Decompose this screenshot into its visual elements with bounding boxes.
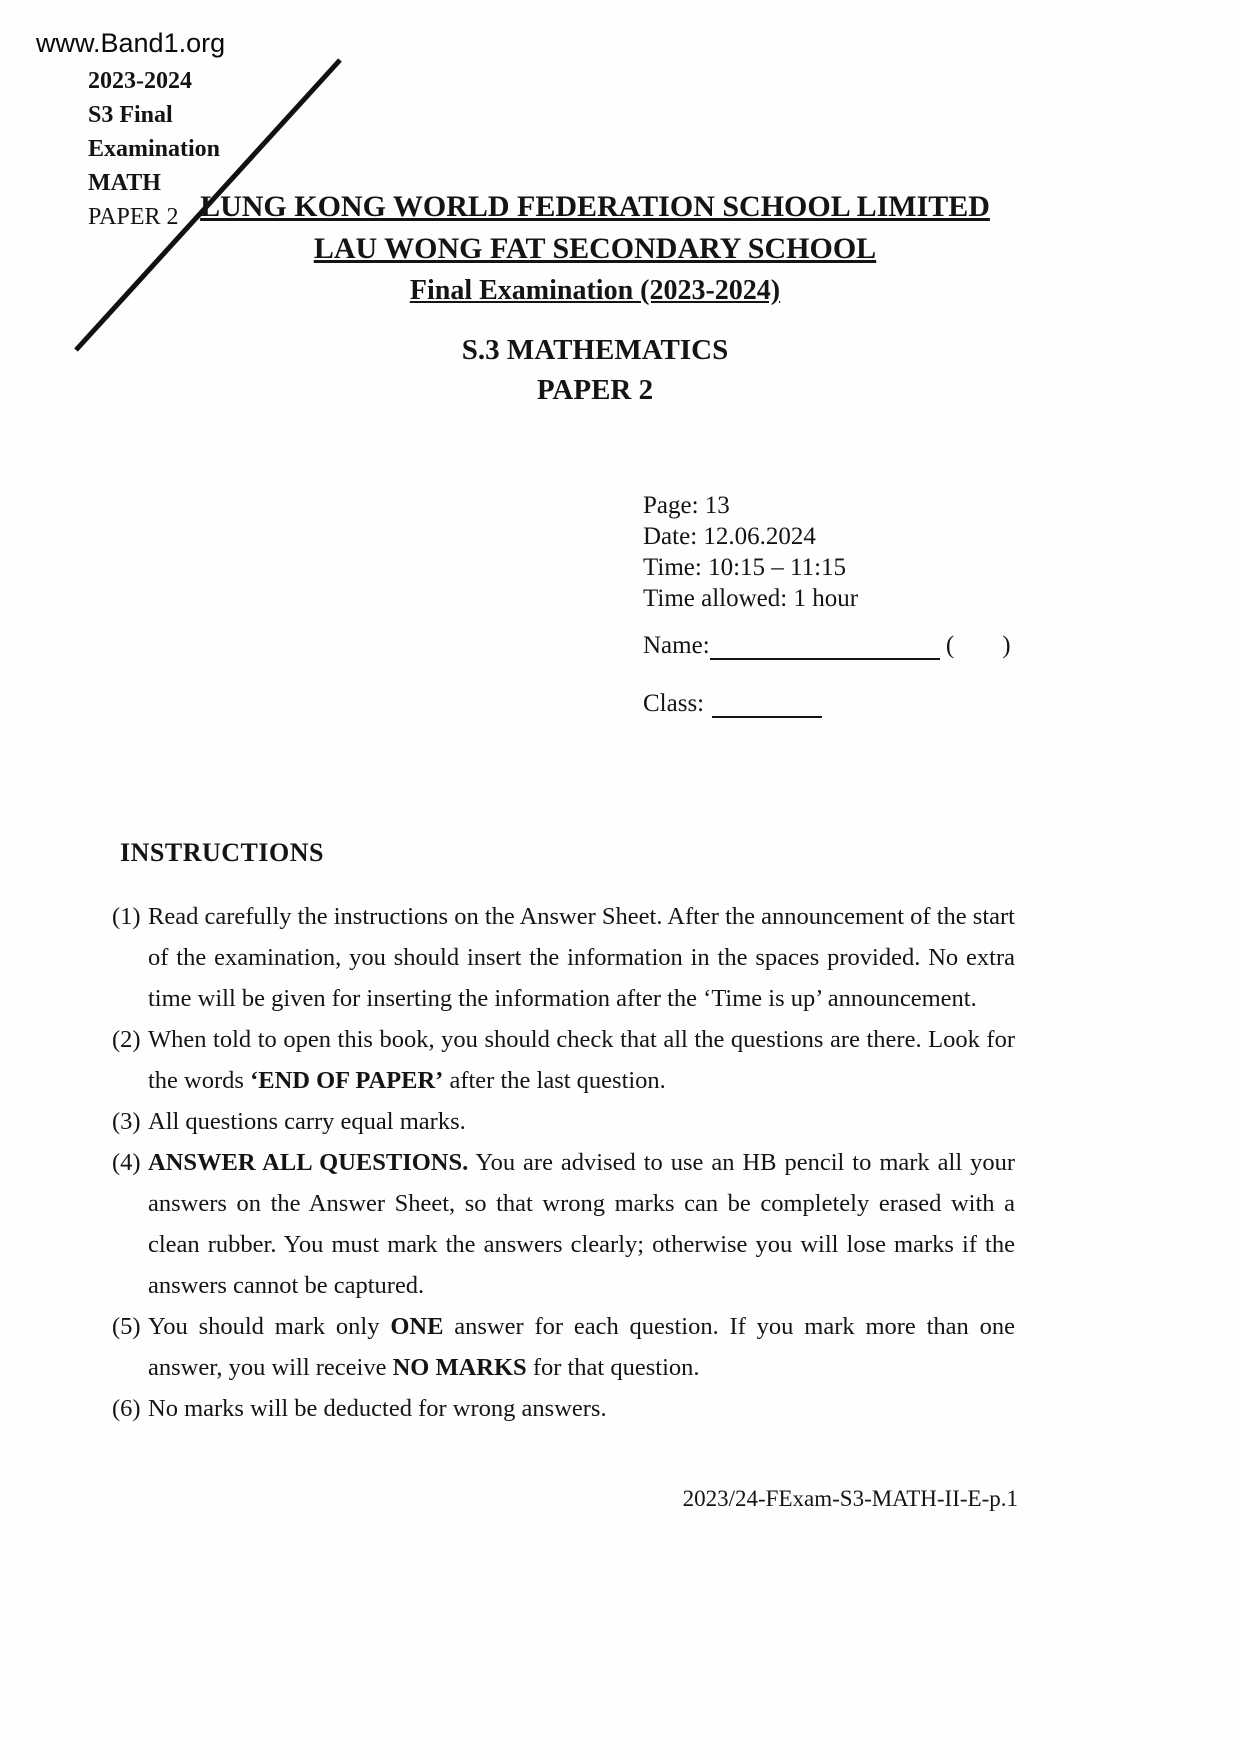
instruction-item-5 <box>112 1306 1015 1388</box>
name-label: Name: <box>643 632 710 659</box>
instruction-item-1 <box>112 896 1015 1019</box>
instruction-item-3 <box>112 1101 1015 1142</box>
instruction-number: (5) <box>112 1313 141 1340</box>
time-allowed: Time allowed: 1 hour <box>643 585 859 612</box>
instruction-number: (6) <box>112 1395 141 1422</box>
instruction-text: Read carefully the instructions on the Answer Sheet. After the announcement of the start of the examination, you should insert the information in the spaces provided. No extra time will be given for inserting the information after the ‘Time is up’ announcement. <box>148 903 1015 1012</box>
instruction-number: (2) <box>112 1026 141 1053</box>
corner-label-year: 2023-2024 <box>88 68 192 94</box>
corner-label-subject: MATH <box>88 170 161 196</box>
instruction-item-6 <box>112 1388 1015 1429</box>
instruction-text: All questions carry equal marks. <box>148 1108 466 1135</box>
instruction-item-4 <box>112 1142 1015 1306</box>
instruction-text: ANSWER ALL QUESTIONS. You are advised to use an HB pencil to mark all your answers on the Answer Sheet, so that wrong marks can be completely erased with a clean rubber. You must mark the answers clearly; otherwise you will lose marks if the answers cannot be captured. <box>148 1149 1016 1299</box>
exam-title: Final Examination (2023-2024) <box>409 275 781 306</box>
paper-title: PAPER 2 <box>536 374 654 406</box>
class-label: Class: <box>643 690 705 717</box>
corner-label-paper: PAPER 2 <box>88 204 179 230</box>
school-name-line1: LUNG KONG WORLD FEDERATION SCHOOL LIMITED <box>200 190 990 223</box>
paren-open: ( <box>945 632 955 659</box>
instructions-heading: INSTRUCTIONS <box>120 838 324 867</box>
name-fill-line <box>710 634 940 660</box>
class-field-row <box>643 690 822 718</box>
school-header <box>0 186 1190 312</box>
corner-label-exam: Examination <box>88 136 221 162</box>
subject-block <box>0 330 1190 410</box>
exam-time: Time: 10:15 – 11:15 <box>643 554 847 581</box>
exam-info-block <box>643 490 858 614</box>
corner-label-level: S3 Final <box>88 102 173 128</box>
instruction-number: (4) <box>112 1149 141 1176</box>
instruction-number: (3) <box>112 1108 141 1135</box>
instruction-text: No marks will be deducted for wrong answers. <box>148 1395 607 1422</box>
subject-title: S.3 MATHEMATICS <box>461 334 729 366</box>
instructions-list <box>112 896 1015 1429</box>
school-name-line2: LAU WONG FAT SECONDARY SCHOOL <box>313 232 877 265</box>
page-number: Page: 13 <box>643 492 730 519</box>
instruction-text: When told to open this book, you should check that all the questions are there. Look for the words ‘END OF PAPER’ after the last question. <box>148 1026 1015 1094</box>
instruction-text: You should mark only ONE answer for each question. If you mark more than one answer, you will receive NO MARKS for that question. <box>148 1313 1015 1381</box>
name-field-row <box>643 632 1011 660</box>
watermark: www.Band1.org <box>36 28 226 58</box>
document-code: 2023/24-FExam-S3-MATH-II-E-p.1 <box>682 1486 1018 1511</box>
instruction-item-2 <box>112 1019 1015 1101</box>
paren-close: ) <box>1002 632 1011 659</box>
instruction-number: (1) <box>112 903 141 930</box>
exam-date: Date: 12.06.2024 <box>643 523 816 550</box>
class-fill-line <box>712 692 822 718</box>
